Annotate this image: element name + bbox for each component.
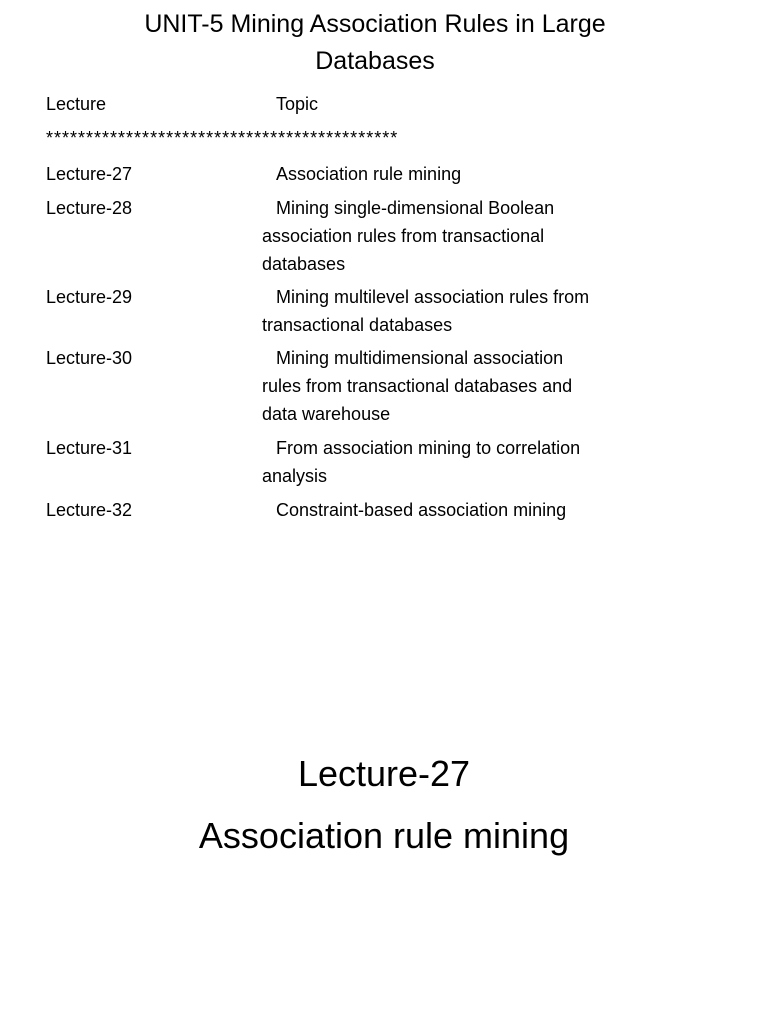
slide-lecture-27 (0, 750, 768, 860)
header-lecture: Lecture (46, 94, 107, 114)
lecture-number: Lecture-28 (46, 198, 133, 218)
lecture-topic: Constraint-based association mining (276, 500, 567, 520)
lecture-topic: Association rule mining (276, 164, 462, 184)
lecture-topic: Mining multilevel association rules from transactional databases (262, 287, 590, 335)
lecture-title: Association rule mining (198, 815, 570, 856)
lecture-topic: Mining single-dimensional Boolean association rules from transactional databases (262, 198, 555, 274)
header-topic: Topic (276, 94, 319, 114)
lecture-topic: From association mining to correlation analysis (262, 438, 581, 486)
lecture-heading: Lecture-27 (297, 753, 471, 794)
lecture-number: Lecture-29 (46, 287, 133, 307)
lecture-number: Lecture-30 (46, 348, 133, 368)
divider: ******************************************** (46, 128, 399, 148)
page-title: UNIT-5 Mining Association Rules in Large Databases (144, 10, 606, 75)
lecture-topic: Mining multidimensional association rules from transactional databases and data warehouse (262, 348, 573, 424)
lecture-number: Lecture-27 (46, 164, 133, 184)
lecture-number: Lecture-31 (46, 438, 133, 458)
table-header (0, 94, 768, 122)
lecture-number: Lecture-32 (46, 500, 133, 520)
